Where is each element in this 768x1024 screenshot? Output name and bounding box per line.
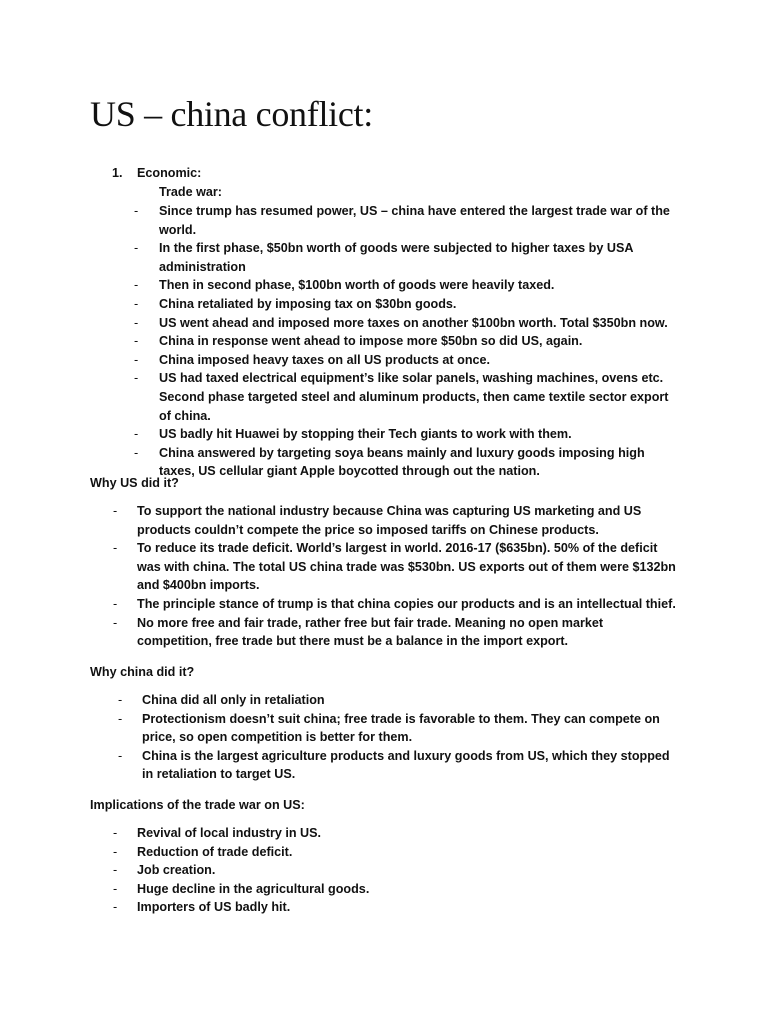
dash-bullet: - — [118, 711, 123, 726]
list-item — [134, 202, 679, 239]
dash-bullet: - — [118, 693, 123, 707]
list-item-text: Reduction of trade deficit. — [137, 844, 293, 859]
list-item — [113, 880, 657, 899]
list-item — [134, 369, 679, 425]
list-item — [113, 898, 657, 917]
why-us-list — [113, 502, 677, 651]
list-item-text: China in response went ahead to impose more $50bn so did US, again. — [159, 334, 583, 349]
dash-bullet: - — [113, 504, 118, 518]
why-china-list — [118, 691, 672, 784]
list-item — [118, 747, 672, 784]
dash-bullet: - — [134, 278, 139, 293]
dash-bullet: - — [118, 748, 123, 763]
implications-list — [113, 824, 657, 917]
dash-bullet: - — [113, 844, 118, 859]
list-item — [134, 425, 679, 444]
section-heading-why-us: Why US did it? — [90, 476, 179, 490]
list-item-text: US had taxed electrical equipment’s like solar panels, washing machines, ovens etc. Second phase targeted steel and aluminum products, then came textile sector export of china. — [159, 371, 669, 423]
section-heading-implications: Implications of the trade war on US: — [90, 798, 305, 812]
dash-bullet: - — [113, 863, 118, 878]
list-item-text: Job creation. — [137, 863, 216, 878]
list-item-text: China did all only in retaliation — [142, 693, 325, 707]
list-item-text: No more free and fair trade, rather free but fair trade. Meaning no open market competition, free trade but there must be a balance in the import export. — [137, 615, 604, 649]
list-item — [134, 314, 679, 333]
list-item — [134, 444, 679, 481]
list-item — [118, 691, 672, 710]
dash-bullet: - — [134, 296, 139, 311]
list-item — [134, 332, 679, 351]
list-item — [113, 824, 657, 843]
list-item-text: US badly hit Huawei by stopping their Tech giants to work with them. — [159, 427, 572, 442]
list-item-text: Since trump has resumed power, US – china have entered the largest trade war of the world. — [159, 204, 670, 237]
section-heading-why-china: Why china did it? — [90, 665, 195, 679]
list-item — [113, 614, 677, 651]
dash-bullet: - — [134, 241, 139, 256]
list-item-text: Huge decline in the agricultural goods. — [137, 881, 370, 896]
dash-bullet: - — [113, 900, 118, 915]
dash-bullet: - — [134, 334, 139, 349]
section-number: 1. — [112, 166, 123, 180]
list-item-text: To support the national industry because China was capturing US marketing and US products couldn’t compete the price so imposed tariffs on Chinese products. — [137, 504, 642, 537]
list-item — [113, 539, 677, 595]
list-item-text: US went ahead and imposed more taxes on another $100bn worth. Total $350bn now. — [159, 315, 668, 330]
list-item — [134, 351, 679, 370]
trade-war-list — [134, 202, 679, 481]
list-item — [113, 595, 677, 614]
dash-bullet: - — [134, 315, 139, 330]
list-item-text: China retaliated by imposing tax on $30bn goods. — [159, 296, 457, 311]
list-item-text: China imposed heavy taxes on all US products at once. — [159, 352, 491, 367]
list-item — [113, 502, 677, 539]
list-item-text: Protectionism doesn’t suit china; free trade is favorable to them. They can compete on price, so open competition is better for them. — [142, 711, 660, 745]
dash-bullet: - — [113, 596, 118, 611]
section-title: Economic: — [137, 166, 202, 180]
document-title: US – china conflict: — [90, 94, 373, 134]
list-item — [134, 295, 679, 314]
list-item-text: China answered by targeting soya beans mainly and luxury goods imposing high taxes, US cellular giant Apple boycotted through out the nation. — [159, 445, 645, 479]
list-item — [134, 276, 679, 295]
list-item — [118, 710, 672, 747]
list-item-text: Importers of US badly hit. — [137, 900, 291, 915]
list-item-text: Then in second phase, $100bn worth of goods were heavily taxed. — [159, 278, 555, 293]
dash-bullet: - — [113, 541, 118, 556]
list-item-text: Revival of local industry in US. — [137, 826, 322, 840]
dash-bullet: - — [134, 352, 139, 367]
dash-bullet: - — [134, 204, 139, 218]
list-item-text: In the first phase, $50bn worth of goods were subjected to higher taxes by USA administration — [159, 241, 633, 274]
dash-bullet: - — [134, 371, 139, 386]
list-item-text: China is the largest agriculture products and luxury goods from US, which they stopped in retaliation to target US. — [142, 748, 670, 782]
dash-bullet: - — [113, 826, 118, 840]
list-item — [113, 861, 657, 880]
list-item — [134, 239, 679, 276]
dash-bullet: - — [134, 427, 139, 442]
dash-bullet: - — [134, 445, 139, 460]
dash-bullet: - — [113, 615, 118, 630]
list-item-text: The principle stance of trump is that china copies our products and is an intellectual thief. — [137, 596, 676, 611]
list-item — [113, 843, 657, 862]
subsection-title: Trade war: — [159, 185, 222, 199]
list-item-text: To reduce its trade deficit. World’s largest in world. 2016-17 ($635bn). 50% of the deficit was with china. The total US china trade was $530bn. US exports out of them were $132bn and $400bn imports. — [137, 541, 676, 593]
dash-bullet: - — [113, 881, 118, 896]
